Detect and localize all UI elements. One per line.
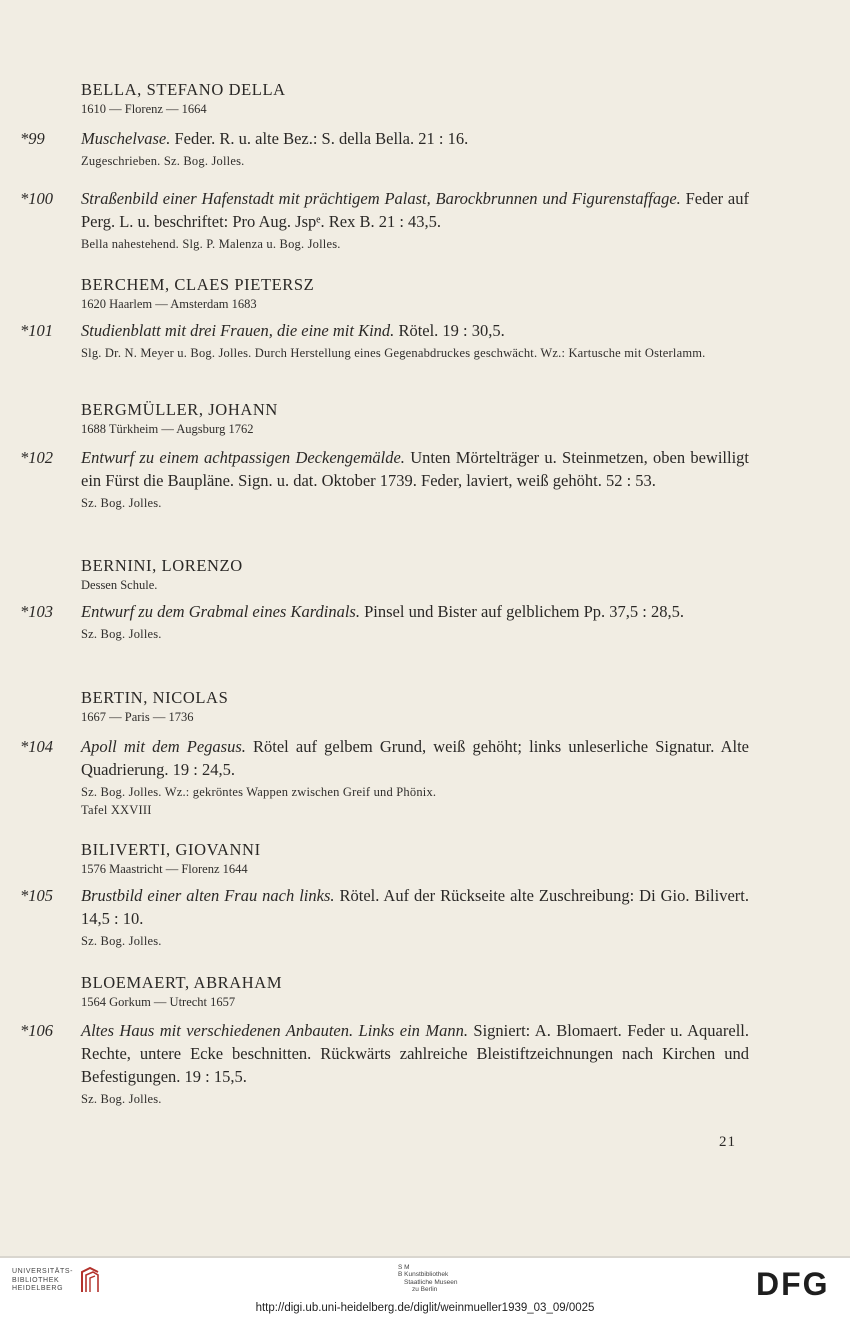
entry-number: *101 bbox=[20, 321, 53, 340]
artist-heading bbox=[81, 688, 228, 726]
entry-title: Studienblatt mit drei Frauen, die eine mit Kind. bbox=[81, 321, 395, 340]
artist-heading bbox=[81, 840, 261, 878]
entry-provenance: Sz. Bog. Jolles. bbox=[81, 934, 162, 948]
entry-number: *104 bbox=[20, 737, 53, 756]
entry-body bbox=[81, 600, 749, 643]
entry-text bbox=[81, 735, 749, 781]
artist-dates: 1576 Maastricht — Florenz 1644 bbox=[81, 862, 248, 876]
university-library-logo[interactable] bbox=[12, 1268, 73, 1294]
entry-title: Entwurf zu dem Grabmal eines Kardinals. bbox=[81, 602, 360, 621]
entry-title: Apoll mit dem Pegasus. bbox=[81, 737, 246, 756]
entry-text bbox=[81, 1019, 749, 1088]
artist-dates: Dessen Schule. bbox=[81, 578, 158, 592]
entry-number: *102 bbox=[20, 448, 53, 467]
entry-description: Rötel. 19 : 30,5. bbox=[394, 321, 505, 340]
logo-line: zu Berlin bbox=[412, 1286, 438, 1294]
plate-reference: Tafel XXVIII bbox=[81, 803, 152, 817]
entry-body bbox=[81, 187, 749, 253]
entry-title: Altes Haus mit verschiedenen Anbauten. Links ein Mann. bbox=[81, 1021, 468, 1040]
artist-dates: 1620 Haarlem — Amsterdam 1683 bbox=[81, 297, 257, 311]
entry-title: Entwurf zu einem achtpassigen Deckengemälde. bbox=[81, 448, 405, 467]
page-number: 21 bbox=[719, 1134, 736, 1150]
artist-dates: 1688 Türkheim — Augsburg 1762 bbox=[81, 422, 254, 436]
artist-name: BERCHEM, CLAES PIETERSZ bbox=[81, 275, 315, 294]
artist-name: BELLA, STEFANO DELLA bbox=[81, 80, 286, 99]
artist-heading bbox=[81, 80, 286, 118]
artist-name: BERNINI, LORENZO bbox=[81, 556, 243, 575]
artist-name: BLOEMAERT, ABRAHAM bbox=[81, 973, 283, 992]
entry-title: Straßenbild einer Hafenstadt mit prächtigem Palast, Barockbrunnen und Figurenstaffage. bbox=[81, 189, 681, 208]
entry-number: *105 bbox=[20, 886, 53, 905]
entry-body bbox=[81, 446, 749, 512]
dfg-logo[interactable]: DFG bbox=[756, 1266, 830, 1302]
entry-body bbox=[81, 884, 749, 950]
entry-body bbox=[81, 735, 749, 819]
entry-number: *103 bbox=[20, 602, 53, 621]
logo-line: UNIVERSITÄTS- bbox=[12, 1268, 74, 1275]
entry-description: Feder. R. u. alte Bez.: S. della Bella. 21 : 16. bbox=[170, 129, 469, 148]
entry-provenance: Sz. Bog. Jolles. bbox=[81, 1092, 162, 1106]
entry-provenance: Bella nahestehend. Slg. P. Malenza u. Bog. Jolles. bbox=[81, 237, 341, 251]
entry-description: Rötel auf gelbem Grund, weiß gehöht; links unleserliche Signatur. Alte Quadrierung. 19 : 24,5. bbox=[81, 737, 749, 779]
entry-number: *100 bbox=[20, 189, 53, 208]
artist-dates: 1667 — Paris — 1736 bbox=[81, 710, 194, 724]
logo-line: Staatliche Museen bbox=[404, 1278, 458, 1286]
artist-dates: 1610 — Florenz — 1664 bbox=[81, 102, 207, 116]
viewer-footer bbox=[0, 1256, 850, 1318]
entry-text bbox=[81, 884, 749, 930]
entry-body bbox=[81, 319, 749, 362]
entry-provenance: Sz. Bog. Jolles. bbox=[81, 627, 162, 641]
entry-text bbox=[81, 127, 749, 150]
artist-heading bbox=[81, 973, 282, 1011]
permalink-url[interactable]: http://digi.ub.uni-heidelberg.de/diglit/weinmueller1939_03_09/0025 bbox=[255, 1302, 595, 1314]
logo-line: B Kunstbibliothek bbox=[398, 1271, 449, 1279]
artist-heading bbox=[81, 400, 278, 438]
entry-body bbox=[81, 127, 749, 170]
entry-description: Rötel. Auf der Rückseite alte Zuschreibung: Di Gio. Bilivert. 14,5 : 10. bbox=[81, 886, 749, 928]
artist-heading bbox=[81, 275, 314, 313]
footer-divider bbox=[0, 1256, 850, 1258]
artist-heading bbox=[81, 556, 243, 594]
artist-name: BILIVERTI, GIOVANNI bbox=[81, 840, 261, 859]
entry-provenance: Sz. Bog. Jolles. Wz.: gekröntes Wappen zwischen Greif und Phönix. bbox=[81, 785, 437, 799]
entry-description: Pinsel und Bister auf gelblichem Pp. 37,5 : 28,5. bbox=[359, 602, 684, 621]
entry-number: *99 bbox=[20, 129, 45, 148]
entry-title: Muschelvase. bbox=[81, 129, 171, 148]
entry-title: Brustbild einer alten Frau nach links. bbox=[81, 886, 335, 905]
entry-description: Signiert: A. Blomaert. Feder u. Aquarell. Rechte, untere Ecke beschnitten. Rückwärts zahlreiche Bleistiftzeichnungen nach Kirchen und Befestigungen. 19 : 15,5. bbox=[81, 1021, 749, 1086]
entry-provenance: Slg. Dr. N. Meyer u. Bog. Jolles. Durch Herstellung eines Gegenabdruckes geschwächt. Wz.: Kartusche mit Osterlamm. bbox=[81, 346, 706, 360]
entry-text bbox=[81, 187, 749, 233]
entry-description: Feder auf Perg. L. u. beschriftet: Pro Aug. Jspᵉ. Rex B. 21 : 43,5. bbox=[81, 189, 749, 231]
entry-provenance: Zugeschrieben. Sz. Bog. Jolles. bbox=[81, 154, 245, 168]
staatliche-museen-logo[interactable] bbox=[398, 1264, 457, 1294]
entry-text bbox=[81, 319, 749, 342]
logo-line: S M bbox=[398, 1264, 410, 1271]
artist-dates: 1564 Gorkum — Utrecht 1657 bbox=[81, 995, 236, 1009]
entry-text bbox=[81, 446, 749, 492]
entry-text bbox=[81, 600, 749, 623]
artist-name: BERGMÜLLER, JOHANN bbox=[81, 400, 278, 419]
entry-description: Unten Mörtelträger u. Steinmetzen, oben bewilligt ein Fürst die Baupläne. Sign. u. dat. Oktober 1739. Feder, laviert, weiß gehöht. 52 : 53. bbox=[81, 448, 749, 490]
entry-provenance: Sz. Bog. Jolles. bbox=[81, 496, 162, 510]
entry-body bbox=[81, 1019, 749, 1108]
artist-name: BERTIN, NICOLAS bbox=[81, 688, 229, 707]
university-emblem-icon bbox=[79, 1266, 101, 1294]
logo-line: BIBLIOTHEK bbox=[12, 1276, 60, 1284]
logo-line: HEIDELBERG bbox=[12, 1285, 64, 1292]
entry-number: *106 bbox=[20, 1021, 53, 1040]
